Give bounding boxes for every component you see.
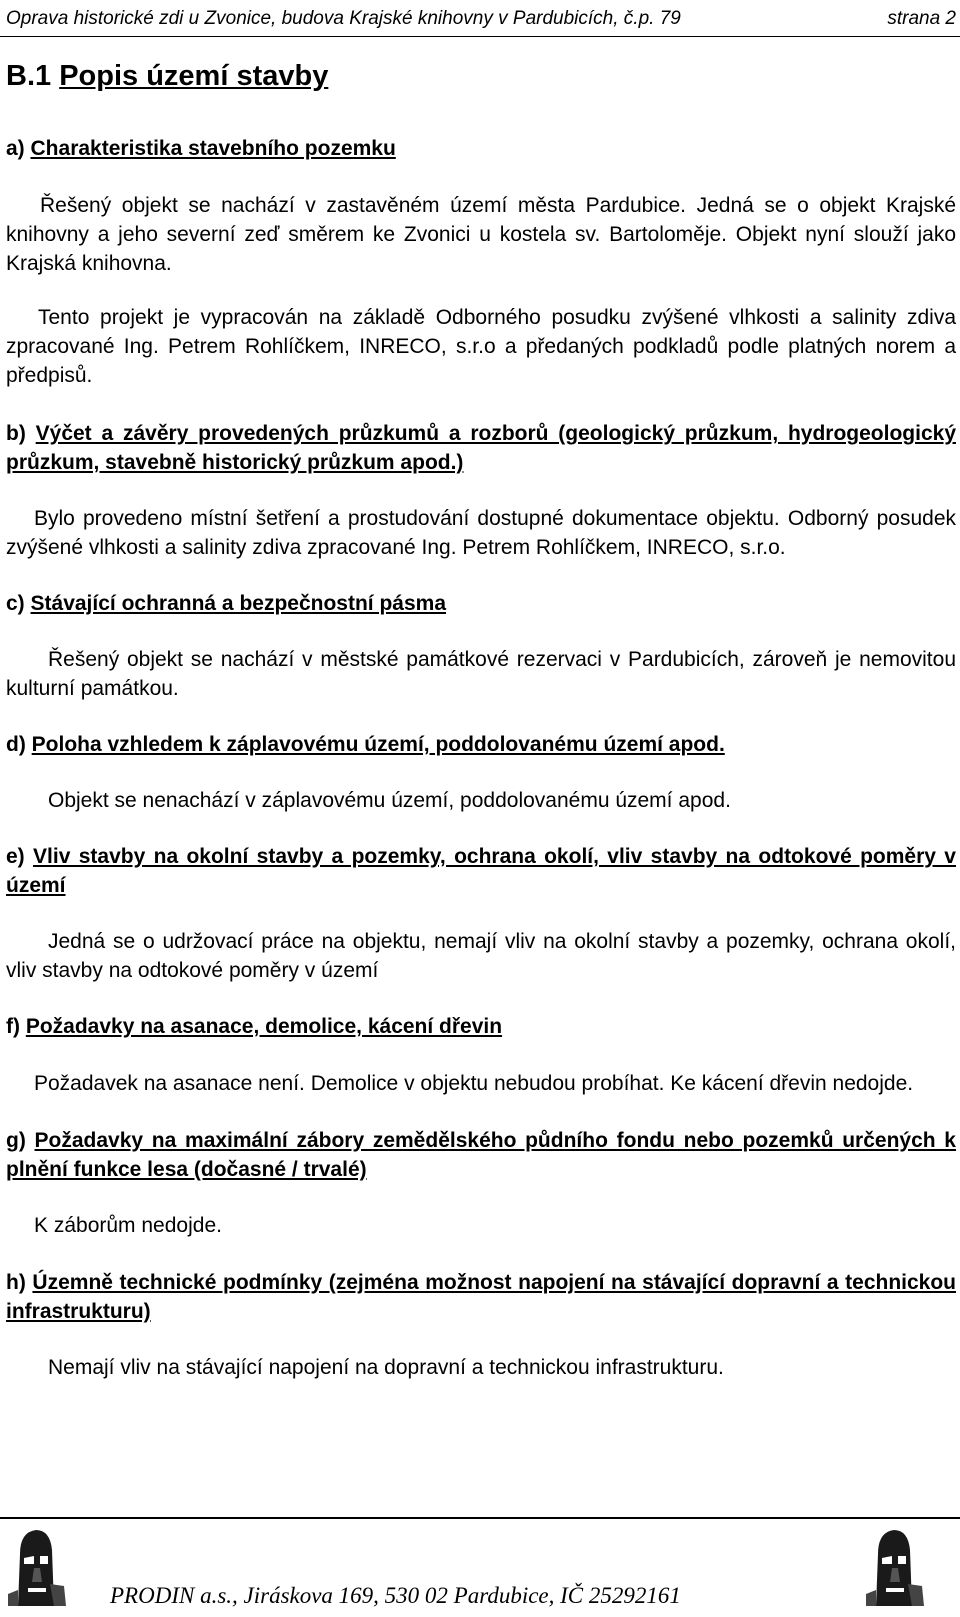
footer-company-info: PRODIN a.s., Jiráskova 169, 530 02 Pardubice, IČ 25292161 bbox=[110, 1583, 681, 1608]
section-letter: h) bbox=[6, 1271, 33, 1294]
paragraph: Nemají vliv na stávající napojení na dopravní a technickou infrastrukturu. bbox=[48, 1356, 724, 1379]
section-title: Výčet a závěry provedených průzkumů a rozborů (geologický průzkum, hydrogeologický průzkum, stavebně historický průzkum apod.) bbox=[6, 422, 956, 474]
section-e bbox=[6, 842, 956, 985]
section-letter: b) bbox=[6, 422, 36, 445]
paragraph: Objekt se nenachází v záplavovému území, poddolovanému území apod. bbox=[48, 789, 731, 812]
section-heading bbox=[6, 1012, 956, 1041]
section-title: Územně technické podmínky (zejména možnost napojení na stávající dopravní a technickou infrastrukturu) bbox=[6, 1271, 956, 1323]
section-title: Vliv stavby na okolní stavby a pozemky, ochrana okolí, vliv stavby na odtokové poměry v území bbox=[6, 845, 956, 897]
paragraph: Požadavek na asanace není. Demolice v objektu nebudou probíhat. Ke kácení dřevin nedojde. bbox=[34, 1072, 914, 1095]
section-heading bbox=[6, 134, 956, 163]
section-heading bbox=[6, 842, 956, 900]
document-title: Oprava historické zdi u Zvonice, budova Krajské knihovny v Pardubicích, č.p. 79 bbox=[6, 8, 681, 29]
main-heading-number: B.1 bbox=[6, 60, 60, 92]
section-letter: c) bbox=[6, 592, 31, 615]
section-letter: d) bbox=[6, 733, 32, 756]
section-title: Požadavky na asanace, demolice, kácení dřevin bbox=[25, 1015, 503, 1038]
section-c bbox=[6, 589, 956, 703]
paragraph: Jedná se o udržovací práce na objektu, nemají vliv na okolní stavby a pozemky, ochrana okolí, vliv stavby na odtokové poměry v území bbox=[6, 930, 956, 982]
section-heading bbox=[6, 1268, 956, 1326]
main-heading-text: Popis území stavby bbox=[59, 60, 329, 92]
moai-logo-icon bbox=[864, 1524, 926, 1608]
section-heading bbox=[6, 730, 956, 759]
section-letter: g) bbox=[6, 1129, 35, 1152]
section-b bbox=[6, 419, 956, 562]
section-title: Poloha vzhledem k záplavovému území, poddolovanému území apod. bbox=[31, 733, 725, 756]
section-heading bbox=[6, 419, 956, 477]
section-letter: f) bbox=[6, 1015, 26, 1038]
document-body bbox=[6, 58, 956, 1382]
footer-divider bbox=[0, 1517, 960, 1519]
paragraph: Bylo provedeno místní šetření a prostudování dostupné dokumentace objektu. Odborný posudek zvýšené vlhkosti a salinity zdiva zpracované Ing. Petrem Rohlíčkem, INRECO, s.r.o. bbox=[6, 507, 956, 559]
section-heading bbox=[6, 589, 956, 618]
paragraph: Řešený objekt se nachází v zastavěném území města Pardubice. Jedná se o objekt Krajské knihovny a jeho severní zeď směrem ke Zvonici u kostela sv. Bartoloměje. Objekt nyní slouží jako Krajská knihovna. bbox=[6, 194, 956, 275]
section-f bbox=[6, 1012, 956, 1098]
paragraph: K záborům nedojde. bbox=[34, 1214, 222, 1237]
section-title: Stávající ochranná a bezpečnostní pásma bbox=[30, 592, 446, 615]
section-heading bbox=[6, 1126, 956, 1184]
section-letter: e) bbox=[6, 845, 34, 868]
main-heading bbox=[6, 58, 956, 94]
section-letter: a) bbox=[6, 137, 31, 160]
section-h bbox=[6, 1268, 956, 1382]
section-g bbox=[6, 1126, 956, 1240]
section-title: Požadavky na maximální zábory zemědělského půdního fondu nebo pozemků určených k plnění funkce lesa (dočasné / trvalé) bbox=[6, 1129, 956, 1181]
paragraph: Tento projekt je vypracován na základě Odborného posudku zvýšené vlhkosti a salinity zdiva zpracované Ing. Petrem Rohlíčkem, INRECO, s.r.o a předaných podkladů podle platných norem a předpisů. bbox=[6, 306, 956, 387]
paragraph: Řešený objekt se nachází v městské památkové rezervaci v Pardubicích, zároveň je nemovitou kulturní památkou. bbox=[6, 648, 956, 700]
page-number: strana 2 bbox=[887, 8, 956, 29]
section-a bbox=[6, 134, 956, 390]
page-header bbox=[0, 0, 960, 37]
section-d bbox=[6, 730, 956, 815]
section-title: Charakteristika stavebního pozemku bbox=[30, 137, 396, 160]
moai-logo-icon bbox=[6, 1524, 68, 1608]
